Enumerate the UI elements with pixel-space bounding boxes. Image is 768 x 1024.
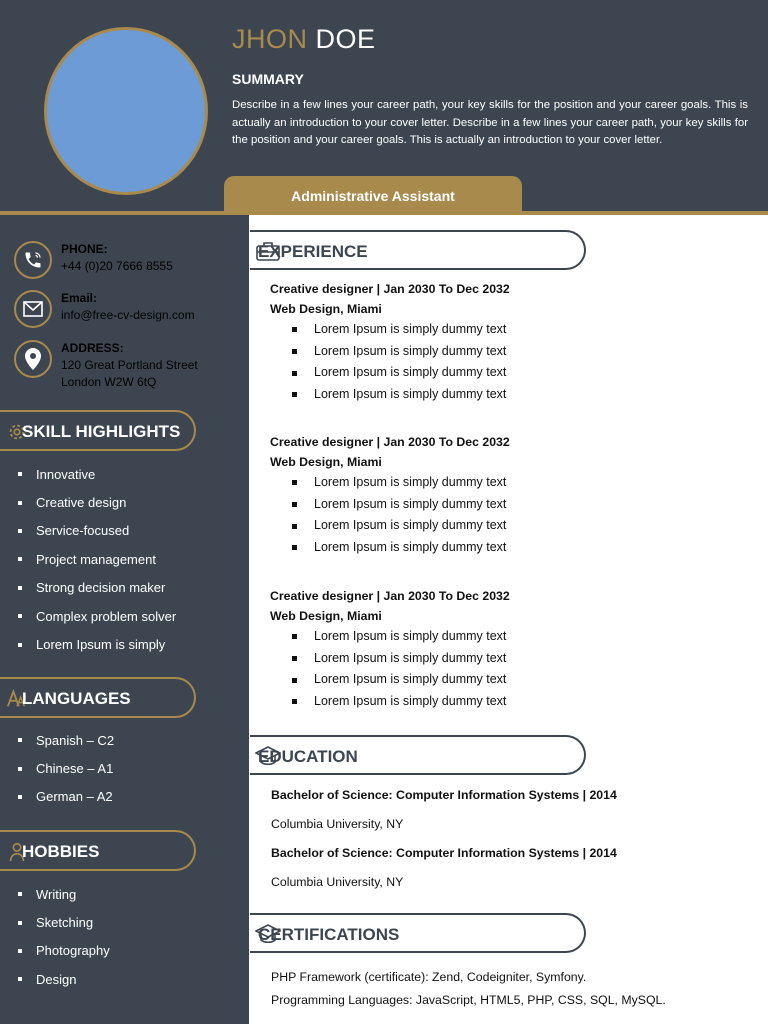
skill-item: Lorem Ipsum is simply xyxy=(18,630,176,658)
education-heading xyxy=(250,735,586,775)
job-company: Web Design, Miami xyxy=(270,301,382,316)
job-bullet: Lorem Ipsum is simply dummy text xyxy=(292,648,510,670)
contact-phone xyxy=(14,241,173,279)
job-position: Creative designer | Jan 2030 To Dec 2032 xyxy=(270,282,510,296)
job-title-tab: Administrative Assistant xyxy=(224,176,522,214)
skill-item: Innovative xyxy=(18,460,176,488)
language-item: German – A2 xyxy=(18,783,114,811)
summary-heading: SUMMARY xyxy=(232,71,304,87)
skill-item: Strong decision maker xyxy=(18,574,176,602)
languages-title: LANGUAGES xyxy=(22,689,131,708)
contact-address xyxy=(14,340,198,391)
education-list xyxy=(271,786,617,902)
job-bullet: Lorem Ipsum is simply dummy text xyxy=(292,341,510,363)
hobbies-title: HOBBIES xyxy=(22,842,100,861)
experience-title: EXPERIENCE xyxy=(258,242,368,261)
phone-icon xyxy=(14,241,52,279)
skill-item: Service-focused xyxy=(18,517,176,545)
experience-entry xyxy=(270,587,510,713)
hobby-item: Sketching xyxy=(18,908,110,936)
hobbies-heading xyxy=(0,830,196,871)
job-bullets xyxy=(292,472,510,559)
skills-list xyxy=(18,460,176,659)
email-label: Email: xyxy=(61,291,98,305)
skill-item: Complex problem solver xyxy=(18,602,176,630)
job-bullet: Lorem Ipsum is simply dummy text xyxy=(292,515,510,537)
address-label: ADDRESS: xyxy=(61,341,124,355)
hobbies-list xyxy=(18,880,110,994)
job-bullet: Lorem Ipsum is simply dummy text xyxy=(292,319,510,341)
job-bullet: Lorem Ipsum is simply dummy text xyxy=(292,669,510,691)
education-degree: Bachelor of Science: Computer Information Systems | 2014 xyxy=(271,846,617,860)
profile-photo xyxy=(44,27,208,195)
languages-heading xyxy=(0,677,196,718)
languages-list xyxy=(18,726,114,811)
contact-email xyxy=(14,290,195,328)
candidate-name xyxy=(232,24,376,55)
education-degree: Bachelor of Science: Computer Information Systems | 2014 xyxy=(271,788,617,802)
language-item: Chinese – A1 xyxy=(18,754,114,782)
skill-item: Creative design xyxy=(18,488,176,516)
mail-icon xyxy=(14,290,52,328)
language-item: Spanish – C2 xyxy=(18,726,114,754)
job-bullet: Lorem Ipsum is simply dummy text xyxy=(292,626,510,648)
education-title: EDUCATION xyxy=(258,747,358,766)
certifications-list xyxy=(271,968,666,1013)
phone-value: +44 (0)20 7666 8555 xyxy=(61,259,173,273)
education-school: Columbia University, NY xyxy=(271,817,404,831)
job-company: Web Design, Miami xyxy=(270,454,382,469)
phone-label: PHONE: xyxy=(61,242,108,256)
certifications-title: CERTIFICATIONS xyxy=(258,925,400,944)
job-bullet: Lorem Ipsum is simply dummy text xyxy=(292,537,510,559)
job-bullet: Lorem Ipsum is simply dummy text xyxy=(292,691,510,713)
location-icon xyxy=(14,340,52,378)
job-bullet: Lorem Ipsum is simply dummy text xyxy=(292,494,510,516)
hobby-item: Design xyxy=(18,965,110,993)
certification-item: PHP Framework (certificate): Zend, Codeigniter, Symfony. xyxy=(271,970,587,984)
certifications-heading xyxy=(250,913,586,953)
email-value: info@free-cv-design.com xyxy=(61,308,195,322)
summary-text: Describe in a few lines your career path, your key skills for the position and your career goals. This is actually an introduction to your cover letter. Describe in a few lines your career path, your key skills for the position and your career goals. This is actually an introduction to your cover letter. xyxy=(232,99,748,147)
first-name: JHON xyxy=(232,24,308,54)
last-name: DOE xyxy=(315,24,376,54)
address-line-1: 120 Great Portland Street xyxy=(61,358,198,372)
skills-title: SKILL HIGHLIGHTS xyxy=(22,422,181,441)
experience-entry xyxy=(270,280,510,406)
job-bullets xyxy=(292,626,510,713)
job-bullets xyxy=(292,319,510,406)
education-school: Columbia University, NY xyxy=(271,875,404,889)
certification-item: Programming Languages: JavaScript, HTML5, PHP, CSS, SQL, MySQL. xyxy=(271,992,666,1007)
job-bullet: Lorem Ipsum is simply dummy text xyxy=(292,384,510,406)
skill-item: Project management xyxy=(18,545,176,573)
hobby-item: Photography xyxy=(18,937,110,965)
hobby-item: Writing xyxy=(18,880,110,908)
address-line-2: London W2W 6tQ xyxy=(61,375,157,389)
job-position: Creative designer | Jan 2030 To Dec 2032 xyxy=(270,589,510,603)
job-position: Creative designer | Jan 2030 To Dec 2032 xyxy=(270,435,510,449)
job-bullet: Lorem Ipsum is simply dummy text xyxy=(292,472,510,494)
job-bullet: Lorem Ipsum is simply dummy text xyxy=(292,362,510,384)
skills-heading xyxy=(0,410,196,451)
experience-heading xyxy=(250,230,586,270)
experience-entry xyxy=(270,433,510,559)
job-company: Web Design, Miami xyxy=(270,608,382,623)
